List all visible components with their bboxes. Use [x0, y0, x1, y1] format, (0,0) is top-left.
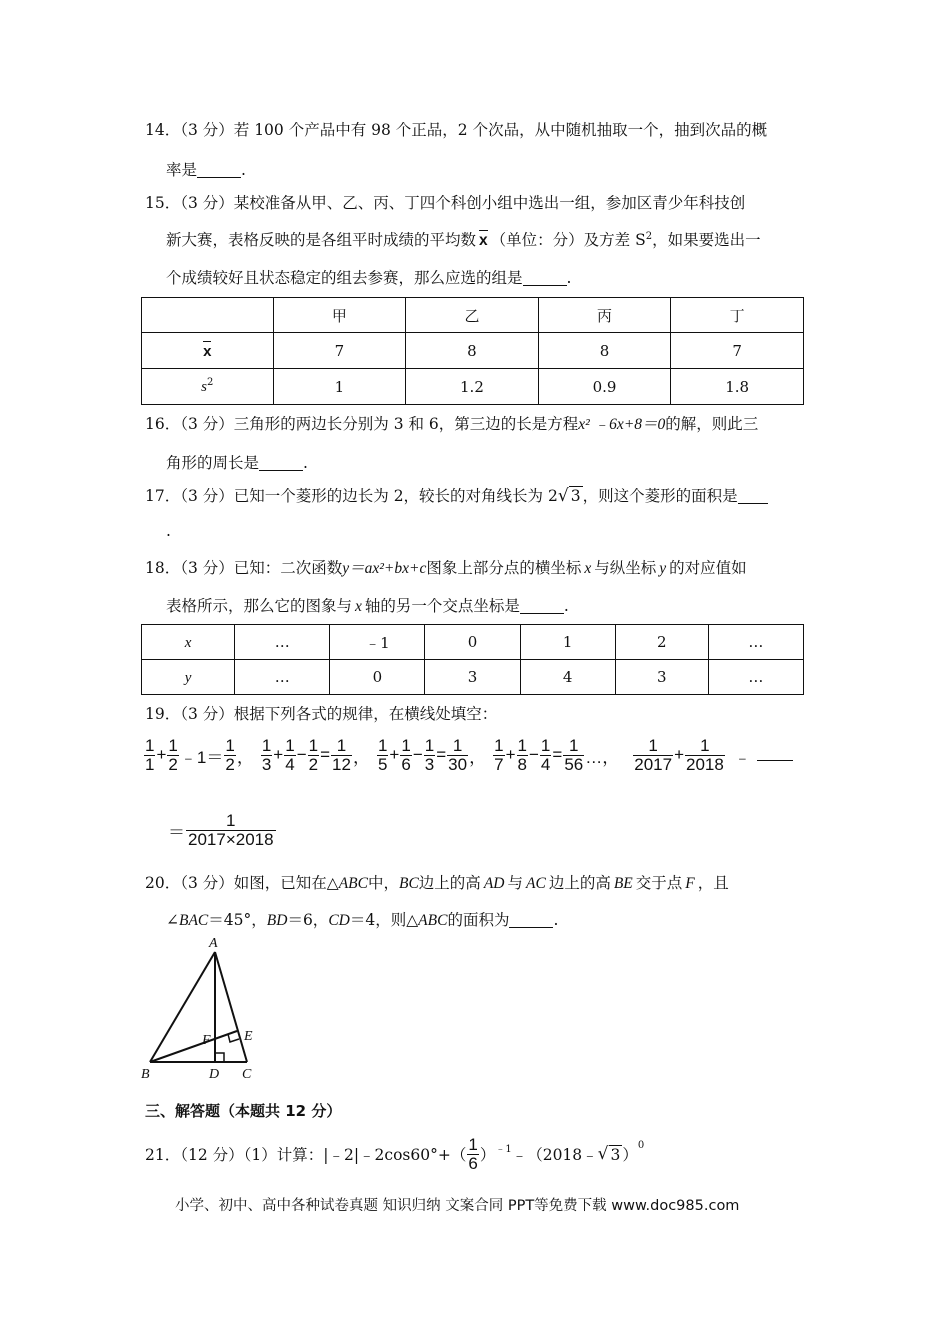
q21-text: ）	[479, 1146, 496, 1165]
table-cell	[142, 298, 274, 333]
q18-line1	[145, 556, 747, 578]
q16-line1-a: 16．（3 分）三角形的两边长分别为 3 和 6，第三边的长是方程	[145, 415, 579, 433]
table-header-cell: 甲	[273, 298, 406, 333]
q18-line2-end: .	[563, 597, 569, 615]
q15-line3-end: .	[566, 269, 572, 287]
fraction: $\frac{1}{4}$	[285, 736, 295, 774]
table-cell: 4	[520, 660, 615, 695]
q15-line1: 15．（3 分）某校准备从甲、乙、丙、丁四个科创小组中选出一组，参加区青少年科技创	[145, 194, 746, 212]
table-row-label	[142, 333, 274, 369]
var-bc: BC	[398, 875, 419, 892]
var-x: x	[355, 598, 362, 615]
q15-line2	[166, 228, 761, 250]
answer-blank	[520, 598, 564, 615]
table-cell: 3	[615, 660, 708, 695]
label-d: D	[209, 1067, 220, 1082]
fraction: $\frac{1}{12}$	[332, 736, 351, 774]
q20-text: 与	[507, 874, 523, 892]
answer-blank	[523, 270, 567, 287]
q14-line1: 14．（3 分）若 100 个产品中有 98 个正品，2 个次品，从中随机抽取一个，抽到次品的概	[145, 121, 768, 139]
table-cell: …	[235, 660, 330, 695]
q20-text: ＝4，则△	[349, 911, 419, 929]
q15-line2-c: ，如果要选出一	[652, 231, 761, 249]
table-row-label	[142, 660, 235, 695]
mean-symbol: x	[203, 343, 212, 360]
q20-line1	[145, 871, 729, 893]
q21-text: ）	[622, 1146, 638, 1165]
table-cell: 0.9	[538, 369, 671, 405]
q16-line2-text: 角形的周长是	[166, 454, 260, 472]
variance-sup: 2	[207, 377, 214, 388]
answer-blank	[509, 912, 553, 929]
table-cell: …	[708, 625, 803, 660]
right-angle-e	[228, 1034, 239, 1042]
variance-symbol: s	[201, 379, 208, 395]
table-cell: 0	[330, 660, 425, 695]
q14-line2	[166, 158, 246, 180]
q21-text: ﹣（2018﹣	[511, 1146, 598, 1165]
q20-line2	[166, 908, 558, 930]
q20-text: 中，	[367, 874, 399, 892]
q15-line2-b: （单位：分）及方差 S	[490, 231, 646, 249]
label-a: A	[209, 936, 218, 951]
fraction: $\frac{1}{2}$	[168, 736, 178, 774]
answer-blank	[197, 162, 241, 179]
var-x: x	[184, 634, 192, 651]
q15-line3-text: 个成绩较好且状态稳定的组去参赛，那么应选的组是	[166, 269, 523, 287]
fraction: $\frac{1}{2017\times 2018}$	[188, 811, 274, 849]
var-ac: AC	[526, 875, 546, 892]
q19-formula-row: $\frac{1}{1}$ + $\frac{1}{2}$ ﹣1＝ $\frac{1}{2}$ ， $\frac{1}{3}$ + $\frac{1}{4}$ − $\frac{1}{2}$ = $\frac{1}{12}$ ， $\frac{1}{5}$ + $\frac{1}{6}$ − $\frac{1}{3}$ = $\frac{1}{30}$ ， $\frac{1}{7}$ + $\frac{1}{8}$ − $\frac{1}{4}$ = $\frac{1}{56}$ …， $\frac{1}{2017}$ + $\frac{1}{2018}$ ﹣	[143, 737, 793, 774]
q20-text: ∠	[166, 911, 179, 929]
table-cell: 8	[406, 333, 539, 369]
table-row	[142, 298, 804, 333]
side-ac	[215, 952, 247, 1062]
sqrt-icon: √	[557, 486, 569, 506]
fraction: $\frac{1}{4}$	[540, 736, 551, 774]
xy-table	[141, 624, 804, 695]
table-cell: 7	[671, 333, 804, 369]
table-cell: 0	[425, 625, 520, 660]
table-row	[142, 625, 804, 660]
table-cell: 8	[538, 333, 671, 369]
var-y: y	[184, 669, 192, 686]
q18-line2	[166, 594, 569, 616]
page-footer: 小学、初中、高中各种试卷真题 知识归纳 文案合同 PPT等免费下载 www.doc985.com	[175, 1198, 740, 1214]
q16-line2	[166, 451, 308, 473]
q20-text: 边上的高	[548, 874, 611, 892]
q18-line2-a: 表格所示，那么它的图象与	[166, 597, 353, 615]
q20-text: 交于点	[635, 874, 683, 892]
var-abc: ABC	[338, 875, 368, 892]
fraction: $\frac{1}{5}$	[377, 736, 388, 774]
q20-text: ＝6，	[287, 911, 329, 929]
table-row	[142, 660, 804, 695]
q19-minus: ﹣	[733, 747, 751, 767]
table-row	[142, 333, 804, 369]
mean-symbol: x	[479, 232, 488, 249]
fraction: $\frac{1}{2}$	[225, 736, 235, 774]
q19-line1: 19．（3 分）根据下列各式的规律，在横线处填空：	[145, 705, 498, 723]
q16-equation: x² ﹣6x+8＝0	[578, 416, 666, 433]
table-cell: 1	[520, 625, 615, 660]
var-cd: CD	[328, 912, 350, 929]
right-angle-d	[215, 1053, 224, 1062]
q17-line1	[145, 484, 768, 506]
var-x: x	[584, 560, 592, 577]
q19-eq: ＝	[168, 822, 185, 842]
q19-dots: …，	[585, 747, 620, 767]
var-bac: BAC	[179, 912, 209, 929]
table-cell: 3	[425, 660, 520, 695]
q14-line2-text: 率是	[166, 161, 198, 179]
q19-result	[168, 812, 277, 849]
q17-line2: .	[166, 522, 171, 540]
table-header-cell: 乙	[406, 298, 539, 333]
fraction: $\frac{1}{1}$	[145, 736, 155, 774]
table-cell: 7	[273, 333, 406, 369]
q21-line1	[145, 1136, 644, 1173]
section-heading: 三、解答题（本题共 12 分）	[145, 1102, 342, 1120]
q18-line1-d: 的对应值如	[669, 559, 747, 577]
fraction: $\frac{1}{2}$	[308, 736, 319, 774]
q17-line1-b: ，则这个菱形的面积是	[582, 487, 738, 505]
table-cell: 1.2	[406, 369, 539, 405]
q20-text: .	[553, 911, 559, 929]
table-row-label	[142, 625, 235, 660]
q21-sup: ﹣1	[495, 1144, 512, 1155]
q15-line2-a: 新大赛，表格反映的是各组平时成绩的平均数	[166, 231, 477, 249]
q20-text: 20．（3 分）如图，已知在△	[145, 874, 339, 892]
label-c: C	[242, 1067, 252, 1082]
score-table	[141, 297, 804, 405]
q16-line1-b: 的解，则此三	[665, 415, 759, 433]
var-be: BE	[613, 875, 633, 892]
answer-blank	[757, 750, 793, 761]
q18-line1-c: 与纵坐标	[594, 559, 657, 577]
table-header-cell: 丙	[538, 298, 671, 333]
var-y: y	[659, 560, 667, 577]
table-row	[142, 369, 804, 405]
var-f: F	[685, 875, 695, 892]
q18-line1-b: 图象上部分点的横坐标	[426, 559, 582, 577]
fraction: $\frac{1}{6}$	[401, 736, 411, 774]
q19-minus-one: ﹣1＝	[179, 747, 224, 767]
fraction: $\frac{1}{2017}$	[634, 736, 673, 774]
q18-line1-a: 18．（3 分）已知：二次函数	[145, 559, 343, 577]
fraction: $\frac{1}{3}$	[261, 736, 272, 774]
fraction: $\frac{1}{56}$	[564, 736, 584, 774]
table-cell: ﹣1	[330, 625, 425, 660]
q18-equation: y＝ax²+bx+c	[342, 560, 427, 577]
var-abc: ABC	[418, 912, 448, 929]
q15-sup: 2	[645, 230, 653, 242]
sqrt-icon: √	[597, 1144, 609, 1165]
fraction: $\frac{1}{6}$	[468, 1135, 478, 1173]
table-cell: 2	[615, 625, 708, 660]
label-e: E	[244, 1029, 253, 1044]
triangle-figure	[135, 932, 275, 1082]
fraction: $\frac{1}{7}$	[494, 736, 504, 774]
q21-sup: 0	[637, 1140, 645, 1151]
q14-line2-end: .	[241, 161, 246, 179]
fraction: $\frac{1}{3}$	[424, 736, 435, 774]
q16-line2-end: .	[303, 454, 308, 472]
fraction: $\frac{1}{2018}$	[686, 736, 724, 774]
label-b: B	[141, 1067, 150, 1082]
q16-line1	[145, 412, 758, 434]
q21-root: 3	[610, 1145, 621, 1164]
table-row-label	[142, 369, 274, 405]
label-f: F	[202, 1033, 211, 1048]
table-cell: …	[235, 625, 330, 660]
q17-line1-a: 17．（3 分）已知一个菱形的边长为 2，较长的对角线长为 2	[145, 487, 558, 505]
q21-text: 21．（12 分）（1）计算：|﹣2|﹣2cos60°+（	[145, 1146, 467, 1165]
table-header-cell: 丁	[671, 298, 804, 333]
fraction: $\frac{1}{8}$	[517, 736, 527, 774]
q17-root: 3	[570, 487, 581, 505]
q20-text: ＝45°，	[208, 911, 267, 929]
fraction: $\frac{1}{30}$	[448, 736, 468, 774]
q18-line2-b: 轴的另一个交点坐标是	[364, 597, 520, 615]
q20-text: 边上的高	[418, 874, 481, 892]
var-bd: BD	[266, 912, 288, 929]
answer-blank	[259, 455, 303, 472]
table-cell: 1	[273, 369, 406, 405]
q20-text: 的面积为	[447, 911, 510, 929]
var-ad: AD	[483, 875, 505, 892]
q15-line3	[166, 266, 571, 288]
q20-text: ，且	[697, 874, 729, 892]
table-cell: …	[708, 660, 803, 695]
answer-blank	[738, 488, 768, 505]
table-cell: 1.8	[671, 369, 804, 405]
